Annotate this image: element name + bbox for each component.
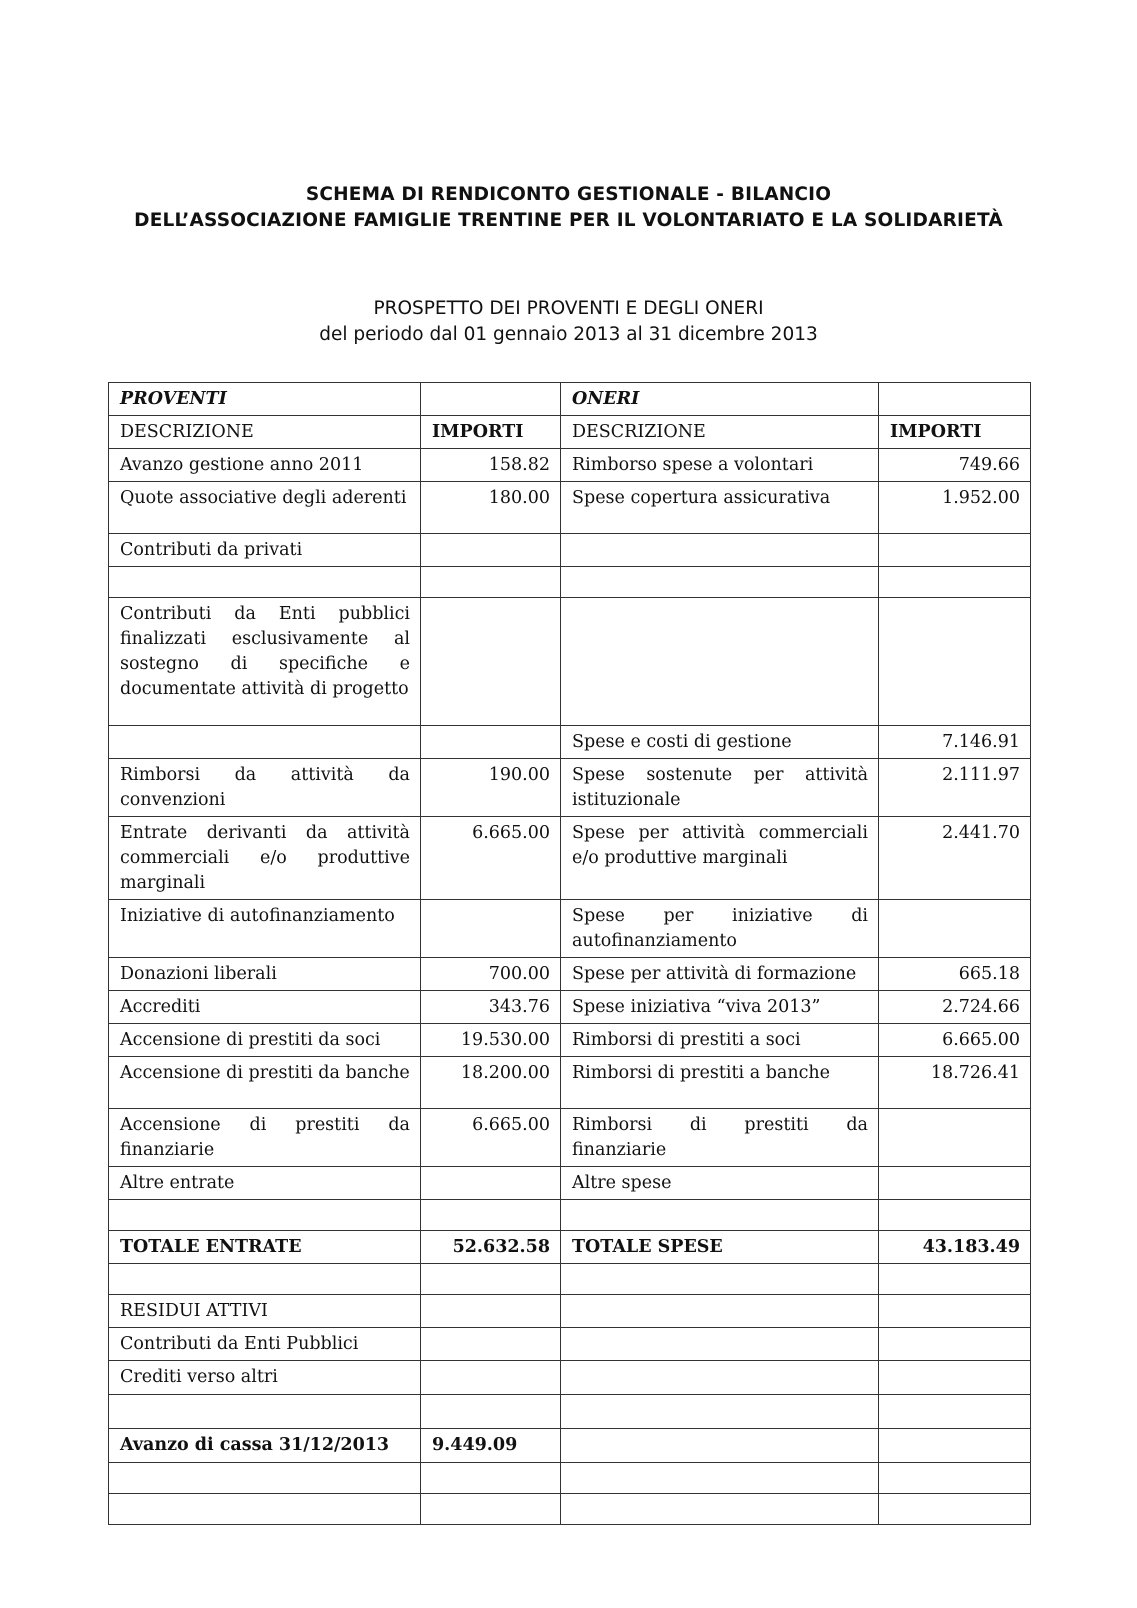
empty-cell — [879, 1395, 1031, 1429]
oneri-amount: 2.111.97 — [879, 759, 1031, 817]
empty-cell — [879, 1494, 1031, 1525]
empty-cell — [109, 1494, 421, 1525]
totale-spese-value: 43.183.49 — [879, 1231, 1031, 1264]
empty-cell — [879, 1295, 1031, 1328]
oneri-amount: 665.18 — [879, 958, 1031, 991]
proventi-description — [109, 726, 421, 759]
table-row — [109, 1295, 1031, 1328]
empty-cell — [421, 1494, 561, 1525]
empty-cell — [561, 1463, 879, 1494]
empty-cell — [561, 1494, 879, 1525]
proventi-amount: 6.665.00 — [421, 1109, 561, 1167]
oneri-description — [561, 534, 879, 567]
table-row — [109, 1463, 1031, 1494]
table-row — [109, 534, 1031, 567]
proventi-amount: 18.200.00 — [421, 1057, 561, 1109]
oneri-description: Spese iniziativa “viva 2013” — [561, 991, 879, 1024]
proventi-amount: 343.76 — [421, 991, 561, 1024]
oneri-amount: 2.441.70 — [879, 817, 1031, 900]
oneri-description: Spese per attività di formazione — [561, 958, 879, 991]
proventi-description: Donazioni liberali — [109, 958, 421, 991]
oneri-description: Spese sostenute per attività istituzionale — [561, 759, 879, 817]
table-row — [109, 1200, 1031, 1231]
proventi-amount — [421, 1167, 561, 1200]
proventi-amount — [421, 726, 561, 759]
table-row — [109, 416, 1031, 449]
oneri-heading: ONERI — [561, 383, 879, 416]
oneri-amount — [879, 598, 1031, 726]
table-row — [109, 383, 1031, 416]
table-row — [109, 1024, 1031, 1057]
empty-cell — [421, 1200, 561, 1231]
totale-entrate-value: 52.632.58 — [421, 1231, 561, 1264]
table-row — [109, 1494, 1031, 1525]
proventi-description — [109, 567, 421, 598]
avanzo-di-cassa-label: Avanzo di cassa 31/12/2013 — [109, 1429, 421, 1463]
empty-cell — [109, 1200, 421, 1231]
oneri-amount: 749.66 — [879, 449, 1031, 482]
table-row — [109, 726, 1031, 759]
proventi-description: Contributi da Enti pubblici finalizzati esclusivamente al sostegno di specifiche e documentate attività di progetto — [109, 598, 421, 726]
empty-cell — [421, 1463, 561, 1494]
empty-cell — [879, 1200, 1031, 1231]
empty-cell — [421, 1264, 561, 1295]
residui-attivi-heading: RESIDUI ATTIVI — [109, 1295, 421, 1328]
proventi-description: Accensione di prestiti da finanziarie — [109, 1109, 421, 1167]
proventi-description: Accrediti — [109, 991, 421, 1024]
empty-cell — [421, 1328, 561, 1361]
proventi-amount: 180.00 — [421, 482, 561, 534]
empty-cell — [879, 1328, 1031, 1361]
empty-cell — [561, 1328, 879, 1361]
oneri-amount: 2.724.66 — [879, 991, 1031, 1024]
oneri-amount: 18.726.41 — [879, 1057, 1031, 1109]
empty-cell — [879, 1361, 1031, 1395]
oneri-amount: 1.952.00 — [879, 482, 1031, 534]
empty-cell — [561, 1429, 879, 1463]
empty-cell — [879, 1429, 1031, 1463]
avanzo-di-cassa-value: 9.449.09 — [421, 1429, 561, 1463]
proventi-heading: PROVENTI — [109, 383, 421, 416]
table-row — [109, 449, 1031, 482]
proventi-description: Accensione di prestiti da soci — [109, 1024, 421, 1057]
oneri-description: Spese per attività commerciali e/o produttive marginali — [561, 817, 879, 900]
proventi-description: Contributi da privati — [109, 534, 421, 567]
table-row — [109, 1109, 1031, 1167]
proventi-amount: 158.82 — [421, 449, 561, 482]
oneri-description: Rimborsi di prestiti a soci — [561, 1024, 879, 1057]
proventi-amount — [421, 567, 561, 598]
empty-cell — [421, 383, 561, 416]
oneri-amount: 6.665.00 — [879, 1024, 1031, 1057]
oneri-description — [561, 567, 879, 598]
proventi-description: Entrate derivanti da attività commerciali e/o produttive marginali — [109, 817, 421, 900]
table-row — [109, 1057, 1031, 1109]
importi-header-left: IMPORTI — [421, 416, 561, 449]
oneri-description: Spese copertura assicurativa — [561, 482, 879, 534]
title-line-2: DELL’ASSOCIAZIONE FAMIGLIE TRENTINE PER IL VOLONTARIATO E LA SOLIDARIETÀ — [134, 210, 1003, 231]
table-row — [109, 759, 1031, 817]
empty-cell — [421, 1395, 561, 1429]
table-row — [109, 1395, 1031, 1429]
proventi-description: Iniziative di autofinanziamento — [109, 900, 421, 958]
financial-statement-table — [108, 382, 1031, 1525]
descrizione-header-right: DESCRIZIONE — [561, 416, 879, 449]
residui-enti-pubblici: Contributi da Enti Pubblici — [109, 1328, 421, 1361]
table-row — [109, 900, 1031, 958]
oneri-description — [561, 598, 879, 726]
descrizione-header-left: DESCRIZIONE — [109, 416, 421, 449]
table-row — [109, 1264, 1031, 1295]
table-row — [109, 598, 1031, 726]
empty-cell — [879, 1264, 1031, 1295]
totale-spese-label: TOTALE SPESE — [561, 1231, 879, 1264]
table-row — [109, 958, 1031, 991]
title-line-1: SCHEMA DI RENDICONTO GESTIONALE - BILANCIO — [305, 184, 832, 205]
oneri-amount — [879, 567, 1031, 598]
proventi-amount — [421, 598, 561, 726]
oneri-amount — [879, 1109, 1031, 1167]
oneri-amount — [879, 900, 1031, 958]
empty-cell — [561, 1295, 879, 1328]
oneri-description: Spese per iniziative di autofinanziamento — [561, 900, 879, 958]
empty-cell — [109, 1264, 421, 1295]
empty-cell — [561, 1200, 879, 1231]
proventi-amount: 19.530.00 — [421, 1024, 561, 1057]
proventi-description: Rimborsi da attività da convenzioni — [109, 759, 421, 817]
oneri-amount — [879, 1167, 1031, 1200]
table-row — [109, 482, 1031, 534]
totale-entrate-label: TOTALE ENTRATE — [109, 1231, 421, 1264]
proventi-description: Avanzo gestione anno 2011 — [109, 449, 421, 482]
oneri-description: Rimborsi di prestiti a banche — [561, 1057, 879, 1109]
proventi-amount — [421, 900, 561, 958]
proventi-amount: 190.00 — [421, 759, 561, 817]
document-subtitle — [0, 296, 1137, 348]
avanzo-row — [109, 1429, 1031, 1463]
proventi-amount: 700.00 — [421, 958, 561, 991]
oneri-description: Rimborso spese a volontari — [561, 449, 879, 482]
table-row — [109, 991, 1031, 1024]
empty-cell — [421, 1361, 561, 1395]
subtitle-line-2: del periodo dal 01 gennaio 2013 al 31 dicembre 2013 — [319, 324, 818, 345]
oneri-description: Spese e costi di gestione — [561, 726, 879, 759]
importi-header-right: IMPORTI — [879, 416, 1031, 449]
table-row — [109, 1361, 1031, 1395]
proventi-description: Altre entrate — [109, 1167, 421, 1200]
empty-cell — [109, 1395, 421, 1429]
empty-cell — [421, 1295, 561, 1328]
empty-cell — [561, 1395, 879, 1429]
oneri-amount: 7.146.91 — [879, 726, 1031, 759]
empty-cell — [109, 1463, 421, 1494]
table-row — [109, 567, 1031, 598]
proventi-description: Accensione di prestiti da banche — [109, 1057, 421, 1109]
table-row — [109, 817, 1031, 900]
oneri-description: Rimborsi di prestiti da finanziarie — [561, 1109, 879, 1167]
empty-cell — [879, 1463, 1031, 1494]
proventi-description: Quote associative degli aderenti — [109, 482, 421, 534]
table-row — [109, 1328, 1031, 1361]
empty-cell — [561, 1264, 879, 1295]
empty-cell — [561, 1361, 879, 1395]
table-row — [109, 1167, 1031, 1200]
proventi-amount: 6.665.00 — [421, 817, 561, 900]
totals-row — [109, 1231, 1031, 1264]
oneri-description: Altre spese — [561, 1167, 879, 1200]
subtitle-line-1: PROSPETTO DEI PROVENTI E DEGLI ONERI — [373, 298, 764, 319]
empty-cell — [879, 383, 1031, 416]
residui-crediti-altri: Crediti verso altri — [109, 1361, 421, 1395]
document-title — [0, 182, 1137, 234]
oneri-amount — [879, 534, 1031, 567]
proventi-amount — [421, 534, 561, 567]
